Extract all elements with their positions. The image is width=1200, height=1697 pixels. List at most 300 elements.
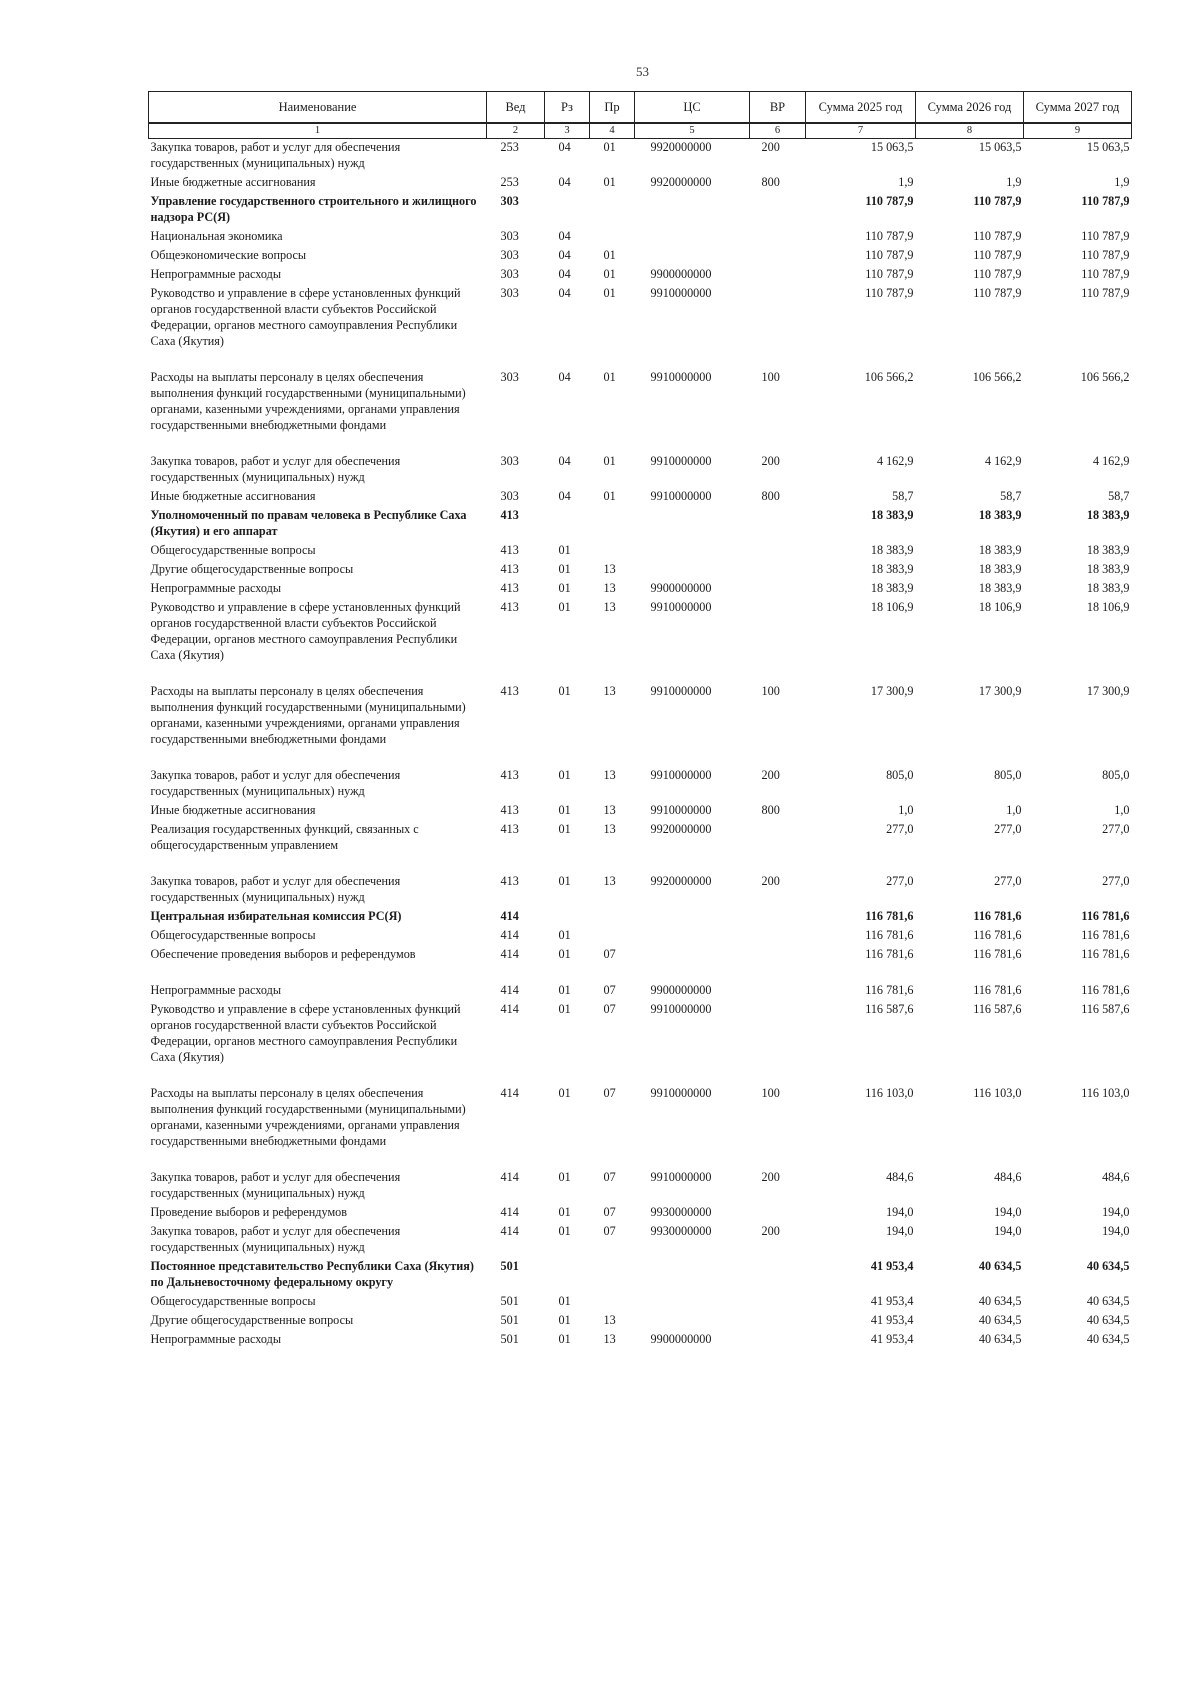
row-cs: 9910000000 xyxy=(650,1170,712,1184)
row-sum-2025: 18 106,9 xyxy=(870,600,914,614)
page-number: 53 xyxy=(636,64,649,79)
row-ved: 413 xyxy=(500,684,519,698)
row-sum-2025: 58,7 xyxy=(892,489,914,503)
row-sum-2026: 110 787,9 xyxy=(973,229,1022,243)
row-pr: 01 xyxy=(603,175,616,189)
table-row xyxy=(149,1223,1132,1258)
row-sum-2025: 194,0 xyxy=(886,1224,914,1238)
row-sum-2026: 116 587,6 xyxy=(973,1002,1022,1016)
table-row xyxy=(149,369,1132,453)
table-row xyxy=(149,599,1132,683)
table-row xyxy=(149,927,1132,946)
row-sum-2027: 116 781,6 xyxy=(1081,947,1130,961)
row-name: Общеэкономические вопросы xyxy=(150,248,307,262)
row-cs: 9910000000 xyxy=(650,684,712,698)
row-sum-2025: 484,6 xyxy=(886,1170,914,1184)
row-pr xyxy=(590,927,635,946)
row-sum-2027: 277,0 xyxy=(1102,874,1130,888)
row-sum-2027: 116 587,6 xyxy=(1081,1002,1130,1016)
header-name: Наименование xyxy=(149,92,487,124)
row-cs: 9920000000 xyxy=(650,874,712,888)
row-cs: 9900000000 xyxy=(650,983,712,997)
header-cs: ЦС xyxy=(635,92,750,124)
row-rz: 01 xyxy=(558,543,571,557)
row-pr: 07 xyxy=(603,1170,616,1184)
row-name: Обеспечение проведения выборов и референдумов xyxy=(150,947,416,961)
row-sum-2027: 194,0 xyxy=(1102,1224,1130,1238)
row-rz xyxy=(545,1258,590,1293)
row-sum-2026: 110 787,9 xyxy=(973,267,1022,281)
row-name: Общегосударственные вопросы xyxy=(150,543,316,557)
row-pr xyxy=(590,542,635,561)
row-sum-2026: 110 787,9 xyxy=(973,286,1022,300)
row-ved: 413 xyxy=(500,600,519,614)
row-ved: 414 xyxy=(500,1205,519,1219)
table-row xyxy=(149,767,1132,802)
row-pr: 07 xyxy=(603,1224,616,1238)
row-pr: 07 xyxy=(603,983,616,997)
row-vr: 200 xyxy=(761,768,780,782)
header-number: 9 xyxy=(1024,123,1132,139)
row-vr xyxy=(750,542,806,561)
row-cs: 9900000000 xyxy=(650,1332,712,1346)
row-rz: 01 xyxy=(558,928,571,942)
row-name: Непрограммные расходы xyxy=(150,1332,282,1346)
row-rz xyxy=(545,507,590,542)
row-vr: 200 xyxy=(761,874,780,888)
table-row xyxy=(149,507,1132,542)
row-sum-2026: 40 634,5 xyxy=(978,1313,1022,1327)
row-vr: 200 xyxy=(761,454,780,468)
row-cs: 9910000000 xyxy=(650,803,712,817)
row-rz: 01 xyxy=(558,581,571,595)
row-sum-2026: 18 383,9 xyxy=(978,543,1022,557)
row-vr xyxy=(750,927,806,946)
row-sum-2025: 110 787,9 xyxy=(865,229,914,243)
header-row xyxy=(149,92,1132,124)
row-pr: 13 xyxy=(603,581,616,595)
row-sum-2026: 17 300,9 xyxy=(978,684,1022,698)
row-sum-2027: 116 103,0 xyxy=(1081,1086,1130,1100)
row-rz: 01 xyxy=(558,1294,571,1308)
row-sum-2025: 110 787,9 xyxy=(865,267,914,281)
table-row xyxy=(149,139,1132,175)
row-ved: 414 xyxy=(500,1224,519,1238)
row-sum-2027: 40 634,5 xyxy=(1086,1294,1130,1308)
row-sum-2025: 277,0 xyxy=(886,822,914,836)
row-vr xyxy=(750,193,806,228)
row-pr: 07 xyxy=(603,1086,616,1100)
row-pr: 01 xyxy=(603,454,616,468)
header-number: 6 xyxy=(750,123,806,139)
row-sum-2027: 1,0 xyxy=(1114,803,1130,817)
row-sum-2026: 110 787,9 xyxy=(973,248,1022,262)
row-sum-2026: 116 103,0 xyxy=(973,1086,1022,1100)
header-number: 1 xyxy=(149,123,487,139)
row-pr: 01 xyxy=(603,248,616,262)
row-sum-2027: 805,0 xyxy=(1102,768,1130,782)
row-rz: 01 xyxy=(558,874,571,888)
row-rz: 04 xyxy=(558,454,571,468)
row-sum-2027: 15 063,5 xyxy=(1086,140,1130,154)
row-sum-2027: 110 787,9 xyxy=(1081,248,1130,262)
table-row xyxy=(149,946,1132,982)
row-sum-2026: 194,0 xyxy=(994,1205,1022,1219)
row-sum-2027: 110 787,9 xyxy=(1081,267,1130,281)
row-rz: 04 xyxy=(558,370,571,384)
table-row xyxy=(149,1204,1132,1223)
row-ved: 303 xyxy=(500,454,519,468)
row-vr: 800 xyxy=(761,803,780,817)
row-sum-2025: 106 566,2 xyxy=(864,370,914,384)
row-name: Общегосударственные вопросы xyxy=(150,928,316,942)
row-sum-2026: 18 383,9 xyxy=(978,562,1022,576)
row-ved: 413 xyxy=(500,803,519,817)
row-vr xyxy=(750,1331,806,1350)
row-cs: 9930000000 xyxy=(650,1205,712,1219)
row-rz: 01 xyxy=(558,562,571,576)
row-rz: 01 xyxy=(558,1313,571,1327)
row-cs: 9910000000 xyxy=(650,1002,712,1016)
header-vr: ВР xyxy=(750,92,806,124)
header-number: 3 xyxy=(545,123,590,139)
row-pr: 13 xyxy=(603,803,616,817)
row-sum-2025: 41 953,4 xyxy=(870,1313,914,1327)
row-pr: 07 xyxy=(603,947,616,961)
table-row xyxy=(149,683,1132,767)
budget-table xyxy=(148,91,1132,1350)
header-pr: Пр xyxy=(590,92,635,124)
row-vr xyxy=(750,561,806,580)
header-number: 5 xyxy=(635,123,750,139)
row-sum-2026: 484,6 xyxy=(994,1170,1022,1184)
table-header xyxy=(149,92,1132,139)
row-sum-2025: 110 787,9 xyxy=(865,248,914,262)
row-cs xyxy=(635,946,750,982)
row-sum-2026: 40 634,5 xyxy=(978,1259,1022,1273)
row-sum-2025: 18 383,9 xyxy=(870,508,914,522)
row-rz: 01 xyxy=(558,1002,571,1016)
table-row xyxy=(149,1258,1132,1293)
row-sum-2025: 194,0 xyxy=(886,1205,914,1219)
row-sum-2026: 277,0 xyxy=(994,822,1022,836)
row-sum-2027: 116 781,6 xyxy=(1081,983,1130,997)
row-ved: 303 xyxy=(500,229,519,243)
row-sum-2025: 1,9 xyxy=(898,175,914,189)
row-cs: 9910000000 xyxy=(650,454,712,468)
row-sum-2025: 41 953,4 xyxy=(870,1259,914,1273)
row-cs: 9910000000 xyxy=(650,1086,712,1100)
table-row xyxy=(149,247,1132,266)
row-name: Закупка товаров, работ и услуг для обеспечения государственных (муниципальных) нужд xyxy=(150,874,401,904)
row-sum-2026: 15 063,5 xyxy=(978,140,1022,154)
row-rz: 04 xyxy=(558,175,571,189)
row-cs xyxy=(635,1258,750,1293)
row-sum-2025: 116 781,6 xyxy=(865,928,914,942)
row-name: Непрограммные расходы xyxy=(150,267,282,281)
row-name: Реализация государственных функций, связанных с общегосударственным управлением xyxy=(150,822,419,852)
row-name: Иные бюджетные ассигнования xyxy=(150,489,316,503)
row-name: Непрограммные расходы xyxy=(150,581,282,595)
row-sum-2026: 116 781,6 xyxy=(973,947,1022,961)
row-pr: 13 xyxy=(603,768,616,782)
row-sum-2025: 15 063,5 xyxy=(870,140,914,154)
row-name: Другие общегосударственные вопросы xyxy=(150,562,354,576)
table-row xyxy=(149,1312,1132,1331)
row-pr xyxy=(590,1258,635,1293)
row-name: Закупка товаров, работ и услуг для обеспечения государственных (муниципальных) нужд xyxy=(150,1170,401,1200)
row-ved: 303 xyxy=(500,248,519,262)
row-sum-2026: 116 781,6 xyxy=(973,928,1022,942)
row-sum-2027: 4 162,9 xyxy=(1092,454,1130,468)
row-cs xyxy=(635,1312,750,1331)
row-cs xyxy=(635,927,750,946)
table-row xyxy=(149,821,1132,873)
row-sum-2026: 277,0 xyxy=(994,874,1022,888)
row-sum-2025: 110 787,9 xyxy=(865,286,914,300)
row-pr xyxy=(590,908,635,927)
row-vr xyxy=(750,247,806,266)
row-vr xyxy=(750,946,806,982)
row-name: Руководство и управление в сфере установленных функций органов государственной власти субъектов Российской Федерации, органов местного самоуправления Республики Саха (Якутия) xyxy=(150,600,461,662)
row-rz: 01 xyxy=(558,1332,571,1346)
row-pr: 07 xyxy=(603,1205,616,1219)
row-sum-2025: 805,0 xyxy=(886,768,914,782)
row-vr xyxy=(750,982,806,1001)
row-sum-2027: 17 300,9 xyxy=(1086,684,1130,698)
row-sum-2027: 110 787,9 xyxy=(1081,286,1130,300)
table-row xyxy=(149,580,1132,599)
row-cs: 9910000000 xyxy=(650,370,712,384)
row-sum-2025: 4 162,9 xyxy=(876,454,914,468)
row-sum-2027: 18 383,9 xyxy=(1086,508,1130,522)
row-sum-2027: 18 383,9 xyxy=(1086,581,1130,595)
row-sum-2027: 116 781,6 xyxy=(1081,928,1130,942)
row-vr: 100 xyxy=(761,684,780,698)
row-ved: 501 xyxy=(500,1259,519,1273)
row-sum-2025: 18 383,9 xyxy=(870,543,914,557)
row-rz: 01 xyxy=(558,1224,571,1238)
row-rz xyxy=(545,908,590,927)
row-name: Общегосударственные вопросы xyxy=(150,1294,316,1308)
row-sum-2026: 110 787,9 xyxy=(973,194,1022,208)
header-sum-2025: Сумма 2025 год xyxy=(806,92,916,124)
row-pr: 01 xyxy=(603,370,616,384)
header-number-row xyxy=(149,123,1132,139)
row-vr xyxy=(750,1001,806,1085)
row-vr xyxy=(750,821,806,873)
row-cs: 9920000000 xyxy=(650,822,712,836)
row-ved: 413 xyxy=(500,874,519,888)
row-sum-2026: 40 634,5 xyxy=(978,1332,1022,1346)
row-sum-2027: 18 106,9 xyxy=(1086,600,1130,614)
row-rz: 01 xyxy=(558,600,571,614)
row-pr: 13 xyxy=(603,562,616,576)
row-name: Постоянное представительство Республики Саха (Якутия) по Дальневосточному федеральному округу xyxy=(150,1259,474,1289)
row-rz: 01 xyxy=(558,1086,571,1100)
row-ved: 303 xyxy=(500,489,519,503)
row-name: Расходы на выплаты персоналу в целях обеспечения выполнения функций государственными (муниципальными) органами, казенными учреждениями, органами управления государственными внебюджетными фондами xyxy=(150,684,466,746)
table-row xyxy=(149,1001,1132,1085)
row-sum-2026: 106 566,2 xyxy=(972,370,1022,384)
row-ved: 501 xyxy=(500,1294,519,1308)
row-sum-2025: 17 300,9 xyxy=(870,684,914,698)
table-row xyxy=(149,1169,1132,1204)
row-name: Закупка товаров, работ и услуг для обеспечения государственных (муниципальных) нужд xyxy=(150,140,401,170)
row-cs xyxy=(635,507,750,542)
table-row xyxy=(149,285,1132,369)
row-rz: 04 xyxy=(558,229,571,243)
row-pr: 01 xyxy=(603,286,616,300)
row-vr xyxy=(750,266,806,285)
header-sum-2027: Сумма 2027 год xyxy=(1024,92,1132,124)
row-cs xyxy=(635,908,750,927)
header-number: 7 xyxy=(806,123,916,139)
row-pr: 01 xyxy=(603,267,616,281)
row-vr xyxy=(750,580,806,599)
table-row xyxy=(149,174,1132,193)
table-row xyxy=(149,873,1132,908)
row-sum-2025: 277,0 xyxy=(886,874,914,888)
row-sum-2026: 4 162,9 xyxy=(984,454,1022,468)
row-sum-2025: 116 781,6 xyxy=(865,983,914,997)
row-name: Иные бюджетные ассигнования xyxy=(150,803,316,817)
row-sum-2027: 484,6 xyxy=(1102,1170,1130,1184)
row-pr xyxy=(590,507,635,542)
row-sum-2025: 116 781,6 xyxy=(865,947,914,961)
header-number: 4 xyxy=(590,123,635,139)
row-rz: 01 xyxy=(558,1170,571,1184)
row-sum-2027: 110 787,9 xyxy=(1081,229,1130,243)
row-pr: 13 xyxy=(603,822,616,836)
row-ved: 303 xyxy=(500,267,519,281)
row-pr: 01 xyxy=(603,140,616,154)
row-name: Руководство и управление в сфере установленных функций органов государственной власти субъектов Российской Федерации, органов местного самоуправления Республики Саха (Якутия) xyxy=(150,1002,461,1064)
row-ved: 413 xyxy=(500,822,519,836)
row-ved: 501 xyxy=(500,1332,519,1346)
row-vr xyxy=(750,1293,806,1312)
row-sum-2026: 116 781,6 xyxy=(973,909,1022,923)
row-sum-2026: 805,0 xyxy=(994,768,1022,782)
row-ved: 413 xyxy=(500,562,519,576)
row-sum-2027: 116 781,6 xyxy=(1081,909,1130,923)
row-name: Расходы на выплаты персоналу в целях обеспечения выполнения функций государственными (муниципальными) органами, казенными учреждениями, органами управления государственными внебюджетными фондами xyxy=(150,1086,466,1148)
row-vr xyxy=(750,1204,806,1223)
row-pr: 07 xyxy=(603,1002,616,1016)
row-sum-2027: 40 634,5 xyxy=(1086,1313,1130,1327)
row-ved: 413 xyxy=(500,543,519,557)
row-ved: 253 xyxy=(500,175,519,189)
row-sum-2025: 18 383,9 xyxy=(870,562,914,576)
row-name: Руководство и управление в сфере установленных функций органов государственной власти субъектов Российской Федерации, органов местного самоуправления Республики Саха (Якутия) xyxy=(150,286,461,348)
row-ved: 413 xyxy=(500,508,519,522)
header-number: 8 xyxy=(916,123,1024,139)
row-vr xyxy=(750,1312,806,1331)
row-rz: 01 xyxy=(558,983,571,997)
row-sum-2026: 18 383,9 xyxy=(978,508,1022,522)
row-name: Другие общегосударственные вопросы xyxy=(150,1313,354,1327)
row-rz: 01 xyxy=(558,822,571,836)
row-vr: 800 xyxy=(761,489,780,503)
row-name: Центральная избирательная комиссия РС(Я) xyxy=(150,909,402,923)
row-cs xyxy=(635,228,750,247)
row-name: Непрограммные расходы xyxy=(150,983,282,997)
row-sum-2027: 18 383,9 xyxy=(1086,543,1130,557)
budget-table-container xyxy=(148,91,1131,1350)
row-vr xyxy=(750,908,806,927)
row-ved: 414 xyxy=(500,928,519,942)
row-sum-2027: 40 634,5 xyxy=(1086,1259,1130,1273)
header-number: 2 xyxy=(487,123,545,139)
row-pr xyxy=(590,1293,635,1312)
table-row xyxy=(149,193,1132,228)
row-name: Расходы на выплаты персоналу в целях обеспечения выполнения функций государственными (муниципальными) органами, казенными учреждениями, органами управления государственными внебюджетными фондами xyxy=(150,370,466,432)
table-row xyxy=(149,982,1132,1001)
table-row xyxy=(149,908,1132,927)
row-sum-2027: 110 787,9 xyxy=(1081,194,1130,208)
row-ved: 303 xyxy=(500,370,519,384)
row-vr: 800 xyxy=(761,175,780,189)
row-cs xyxy=(635,1293,750,1312)
row-sum-2026: 40 634,5 xyxy=(978,1294,1022,1308)
table-row xyxy=(149,802,1132,821)
row-sum-2026: 1,9 xyxy=(1006,175,1022,189)
row-ved: 413 xyxy=(500,768,519,782)
row-name: Уполномоченный по правам человека в Республике Саха (Якутия) и его аппарат xyxy=(150,508,467,538)
row-ved: 303 xyxy=(500,286,519,300)
row-cs: 9920000000 xyxy=(650,175,712,189)
row-rz: 04 xyxy=(558,489,571,503)
row-rz xyxy=(545,193,590,228)
row-sum-2025: 41 953,4 xyxy=(870,1294,914,1308)
row-name: Закупка товаров, работ и услуг для обеспечения государственных (муниципальных) нужд xyxy=(150,768,401,798)
row-vr xyxy=(750,1258,806,1293)
row-name: Закупка товаров, работ и услуг для обеспечения государственных (муниципальных) нужд xyxy=(150,1224,401,1254)
row-name: Управление государственного строительного и жилищного надзора РС(Я) xyxy=(150,194,477,224)
row-pr xyxy=(590,228,635,247)
row-cs: 9930000000 xyxy=(650,1224,712,1238)
row-rz: 04 xyxy=(558,267,571,281)
row-sum-2027: 194,0 xyxy=(1102,1205,1130,1219)
row-pr: 13 xyxy=(603,600,616,614)
row-rz: 01 xyxy=(558,803,571,817)
row-cs xyxy=(635,561,750,580)
row-sum-2026: 194,0 xyxy=(994,1224,1022,1238)
row-rz: 04 xyxy=(558,248,571,262)
row-pr: 13 xyxy=(603,1313,616,1327)
row-sum-2025: 116 587,6 xyxy=(865,1002,914,1016)
row-sum-2026: 58,7 xyxy=(1000,489,1022,503)
row-sum-2025: 41 953,4 xyxy=(870,1332,914,1346)
table-row xyxy=(149,542,1132,561)
row-pr xyxy=(590,193,635,228)
row-sum-2027: 18 383,9 xyxy=(1086,562,1130,576)
header-rz: Рз xyxy=(545,92,590,124)
row-vr: 200 xyxy=(761,1170,780,1184)
row-vr xyxy=(750,599,806,683)
table-row xyxy=(149,1331,1132,1350)
row-cs: 9920000000 xyxy=(650,140,712,154)
row-name: Проведение выборов и референдумов xyxy=(150,1205,348,1219)
row-ved: 414 xyxy=(500,1086,519,1100)
row-ved: 414 xyxy=(500,983,519,997)
row-ved: 414 xyxy=(500,1170,519,1184)
row-vr xyxy=(750,507,806,542)
row-vr: 200 xyxy=(761,140,780,154)
row-cs: 9910000000 xyxy=(650,489,712,503)
row-name: Национальная экономика xyxy=(150,229,283,243)
row-name: Закупка товаров, работ и услуг для обеспечения государственных (муниципальных) нужд xyxy=(150,454,401,484)
